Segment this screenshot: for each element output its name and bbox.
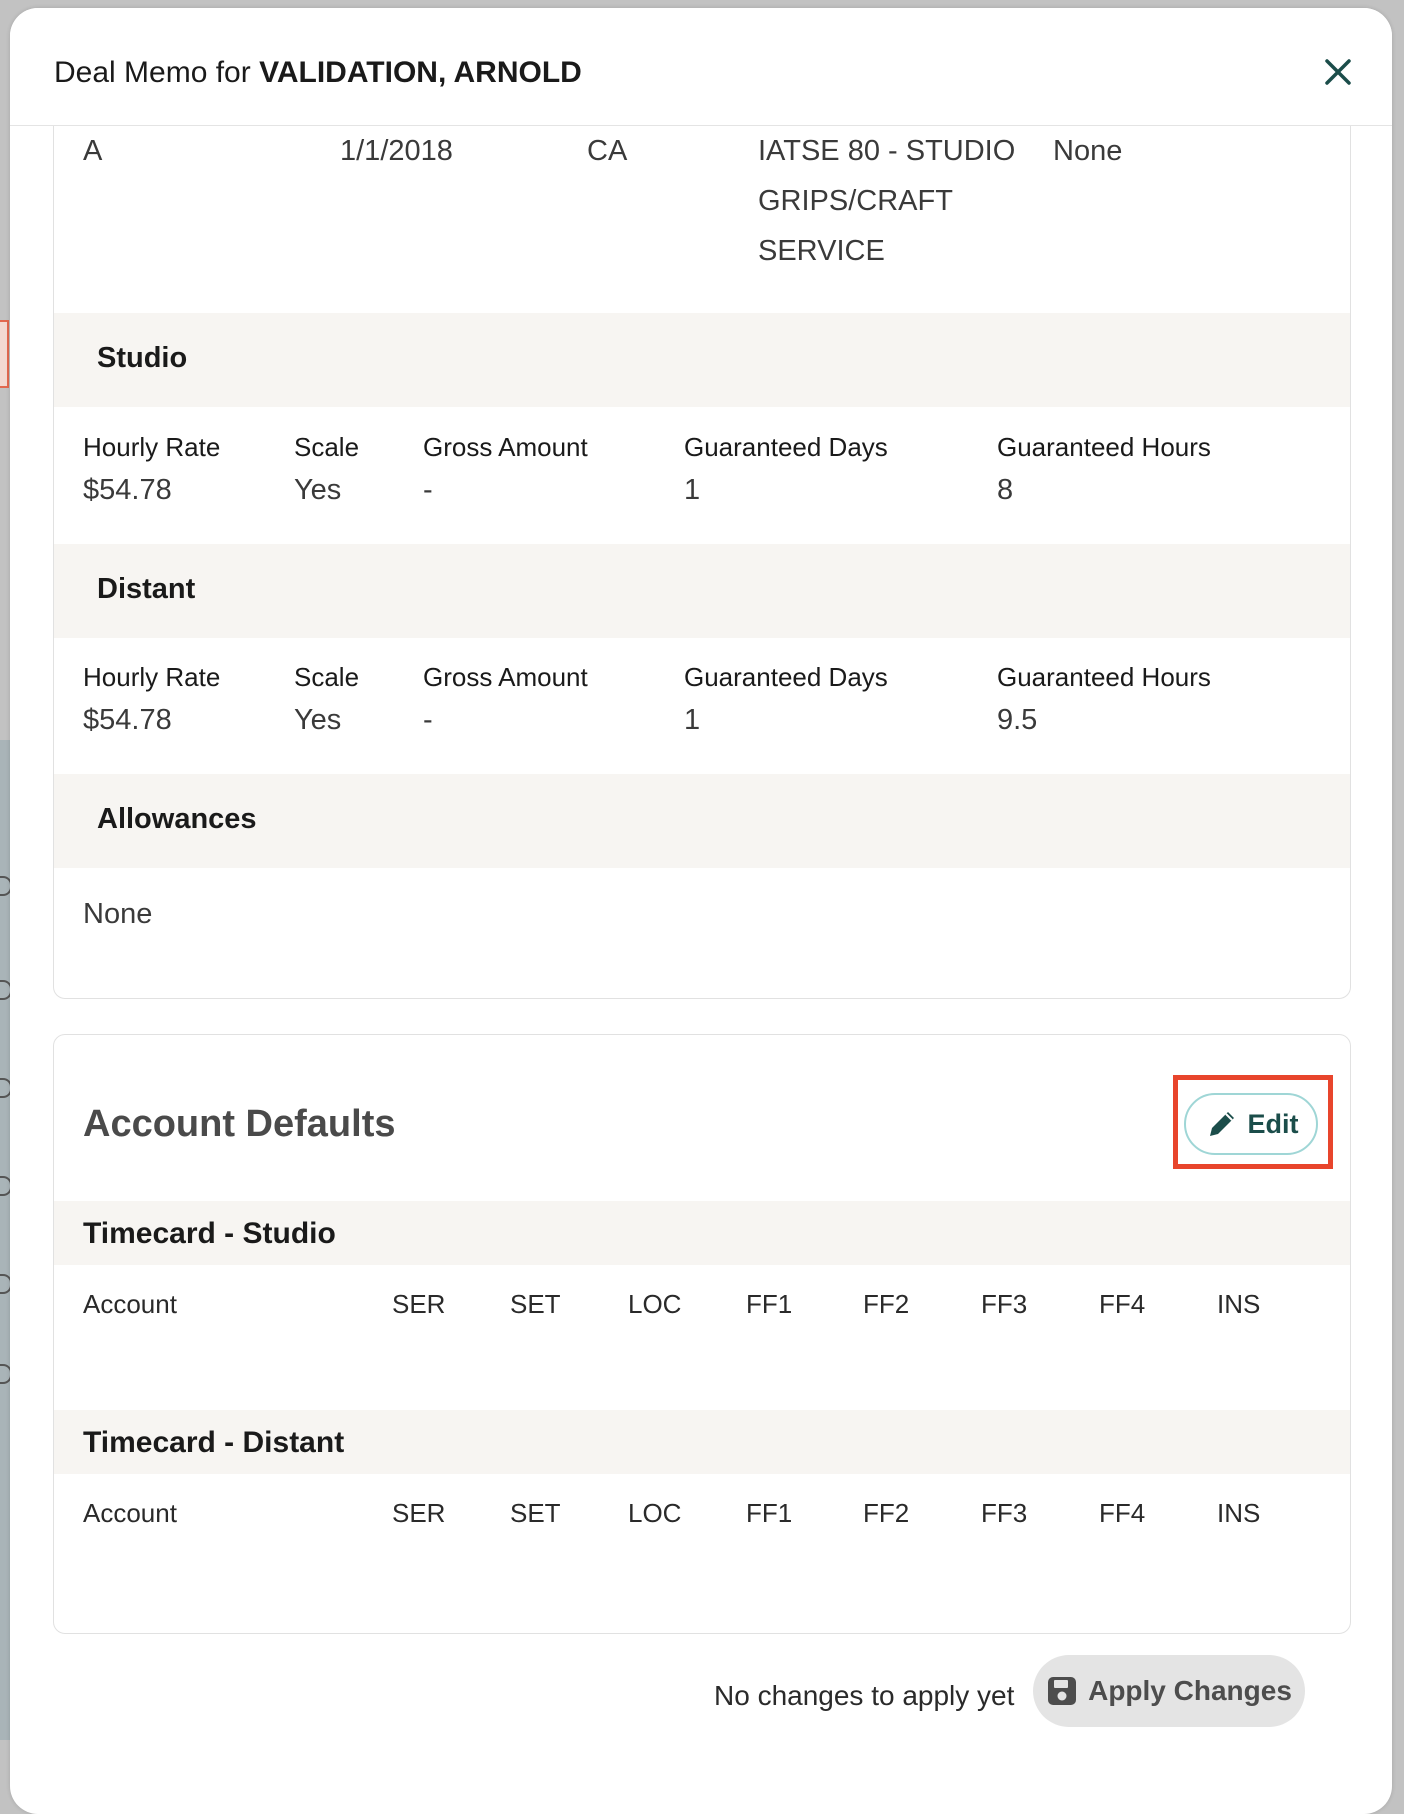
account-defaults-card — [53, 1034, 1351, 1634]
summary-cell: CA — [587, 135, 628, 167]
field-value: $54.78 — [83, 704, 172, 736]
section-title: Distant — [97, 573, 196, 605]
section-title: Allowances — [97, 803, 257, 835]
column-header: INS — [1217, 1289, 1261, 1319]
section-title: Studio — [97, 342, 188, 374]
field-value: $54.78 — [83, 474, 172, 506]
field-value: Yes — [294, 704, 342, 736]
timecard-title: Timecard - Studio — [83, 1217, 336, 1250]
close-icon — [1323, 57, 1353, 87]
field-label: Guaranteed Days — [684, 662, 888, 692]
union-line: SERVICE — [758, 235, 885, 267]
field-label: Hourly Rate — [83, 662, 221, 692]
modal-header — [10, 8, 1392, 126]
column-header: FF4 — [1099, 1289, 1146, 1319]
column-header: FF2 — [863, 1498, 910, 1528]
modal-title-name: VALIDATION, ARNOLD — [259, 56, 582, 89]
modal-title — [54, 56, 582, 90]
background-fragment — [0, 320, 9, 388]
edit-button[interactable] — [1184, 1093, 1318, 1155]
column-header: FF1 — [746, 1289, 793, 1319]
deal-details-card — [53, 126, 1351, 999]
apply-changes-button[interactable] — [1033, 1655, 1305, 1727]
field-label: Hourly Rate — [83, 432, 221, 462]
timecard-title: Timecard - Distant — [83, 1426, 345, 1459]
edit-label: Edit — [1247, 1108, 1299, 1139]
save-icon — [1046, 1675, 1078, 1707]
column-header: INS — [1217, 1498, 1261, 1528]
field-value: 8 — [997, 474, 1014, 506]
summary-cell: A — [83, 135, 103, 167]
column-header: SET — [510, 1498, 561, 1528]
column-header: FF3 — [981, 1498, 1028, 1528]
close-button[interactable] — [1314, 48, 1362, 96]
field-value: 9.5 — [997, 704, 1038, 736]
distant-section-header — [54, 544, 1350, 638]
deal-memo-modal — [10, 8, 1392, 1814]
allowances-section-header — [54, 774, 1350, 868]
timecard-studio-header — [54, 1201, 1350, 1265]
field-label: Scale — [294, 432, 360, 462]
column-header: FF2 — [863, 1289, 910, 1319]
column-header: FF3 — [981, 1289, 1028, 1319]
modal-title-prefix: Deal Memo for — [54, 56, 260, 89]
column-header: FF1 — [746, 1498, 793, 1528]
summary-cell: None — [1053, 135, 1123, 167]
column-header: SER — [392, 1289, 446, 1319]
field-label: Gross Amount — [423, 662, 588, 692]
studio-section-header — [54, 313, 1350, 407]
column-header: SER — [392, 1498, 446, 1528]
field-label: Gross Amount — [423, 432, 588, 462]
column-header: SET — [510, 1289, 561, 1319]
column-header: FF4 — [1099, 1498, 1146, 1528]
field-value: Yes — [294, 474, 342, 506]
field-value: 1 — [684, 474, 701, 506]
column-header: LOC — [628, 1498, 682, 1528]
column-header: LOC — [628, 1289, 682, 1319]
summary-cell: 1/1/2018 — [340, 135, 453, 167]
field-label: Scale — [294, 662, 360, 692]
field-label: Guaranteed Hours — [997, 662, 1211, 692]
pencil-icon — [1204, 1106, 1240, 1142]
field-value: - — [423, 474, 433, 506]
field-value: 1 — [684, 704, 701, 736]
field-value: - — [423, 704, 433, 736]
column-header: Account — [83, 1498, 177, 1528]
union-line: GRIPS/CRAFT — [758, 185, 953, 217]
column-header: Account — [83, 1289, 177, 1319]
allowances-value: None — [83, 898, 153, 930]
field-label: Guaranteed Days — [684, 432, 888, 462]
footer-status-text: No changes to apply yet — [714, 1680, 1015, 1711]
timecard-distant-header — [54, 1410, 1350, 1474]
account-defaults-title: Account Defaults — [83, 1103, 396, 1145]
apply-changes-label: Apply Changes — [1088, 1675, 1292, 1706]
union-line: IATSE 80 - STUDIO — [758, 135, 1016, 167]
field-label: Guaranteed Hours — [997, 432, 1211, 462]
